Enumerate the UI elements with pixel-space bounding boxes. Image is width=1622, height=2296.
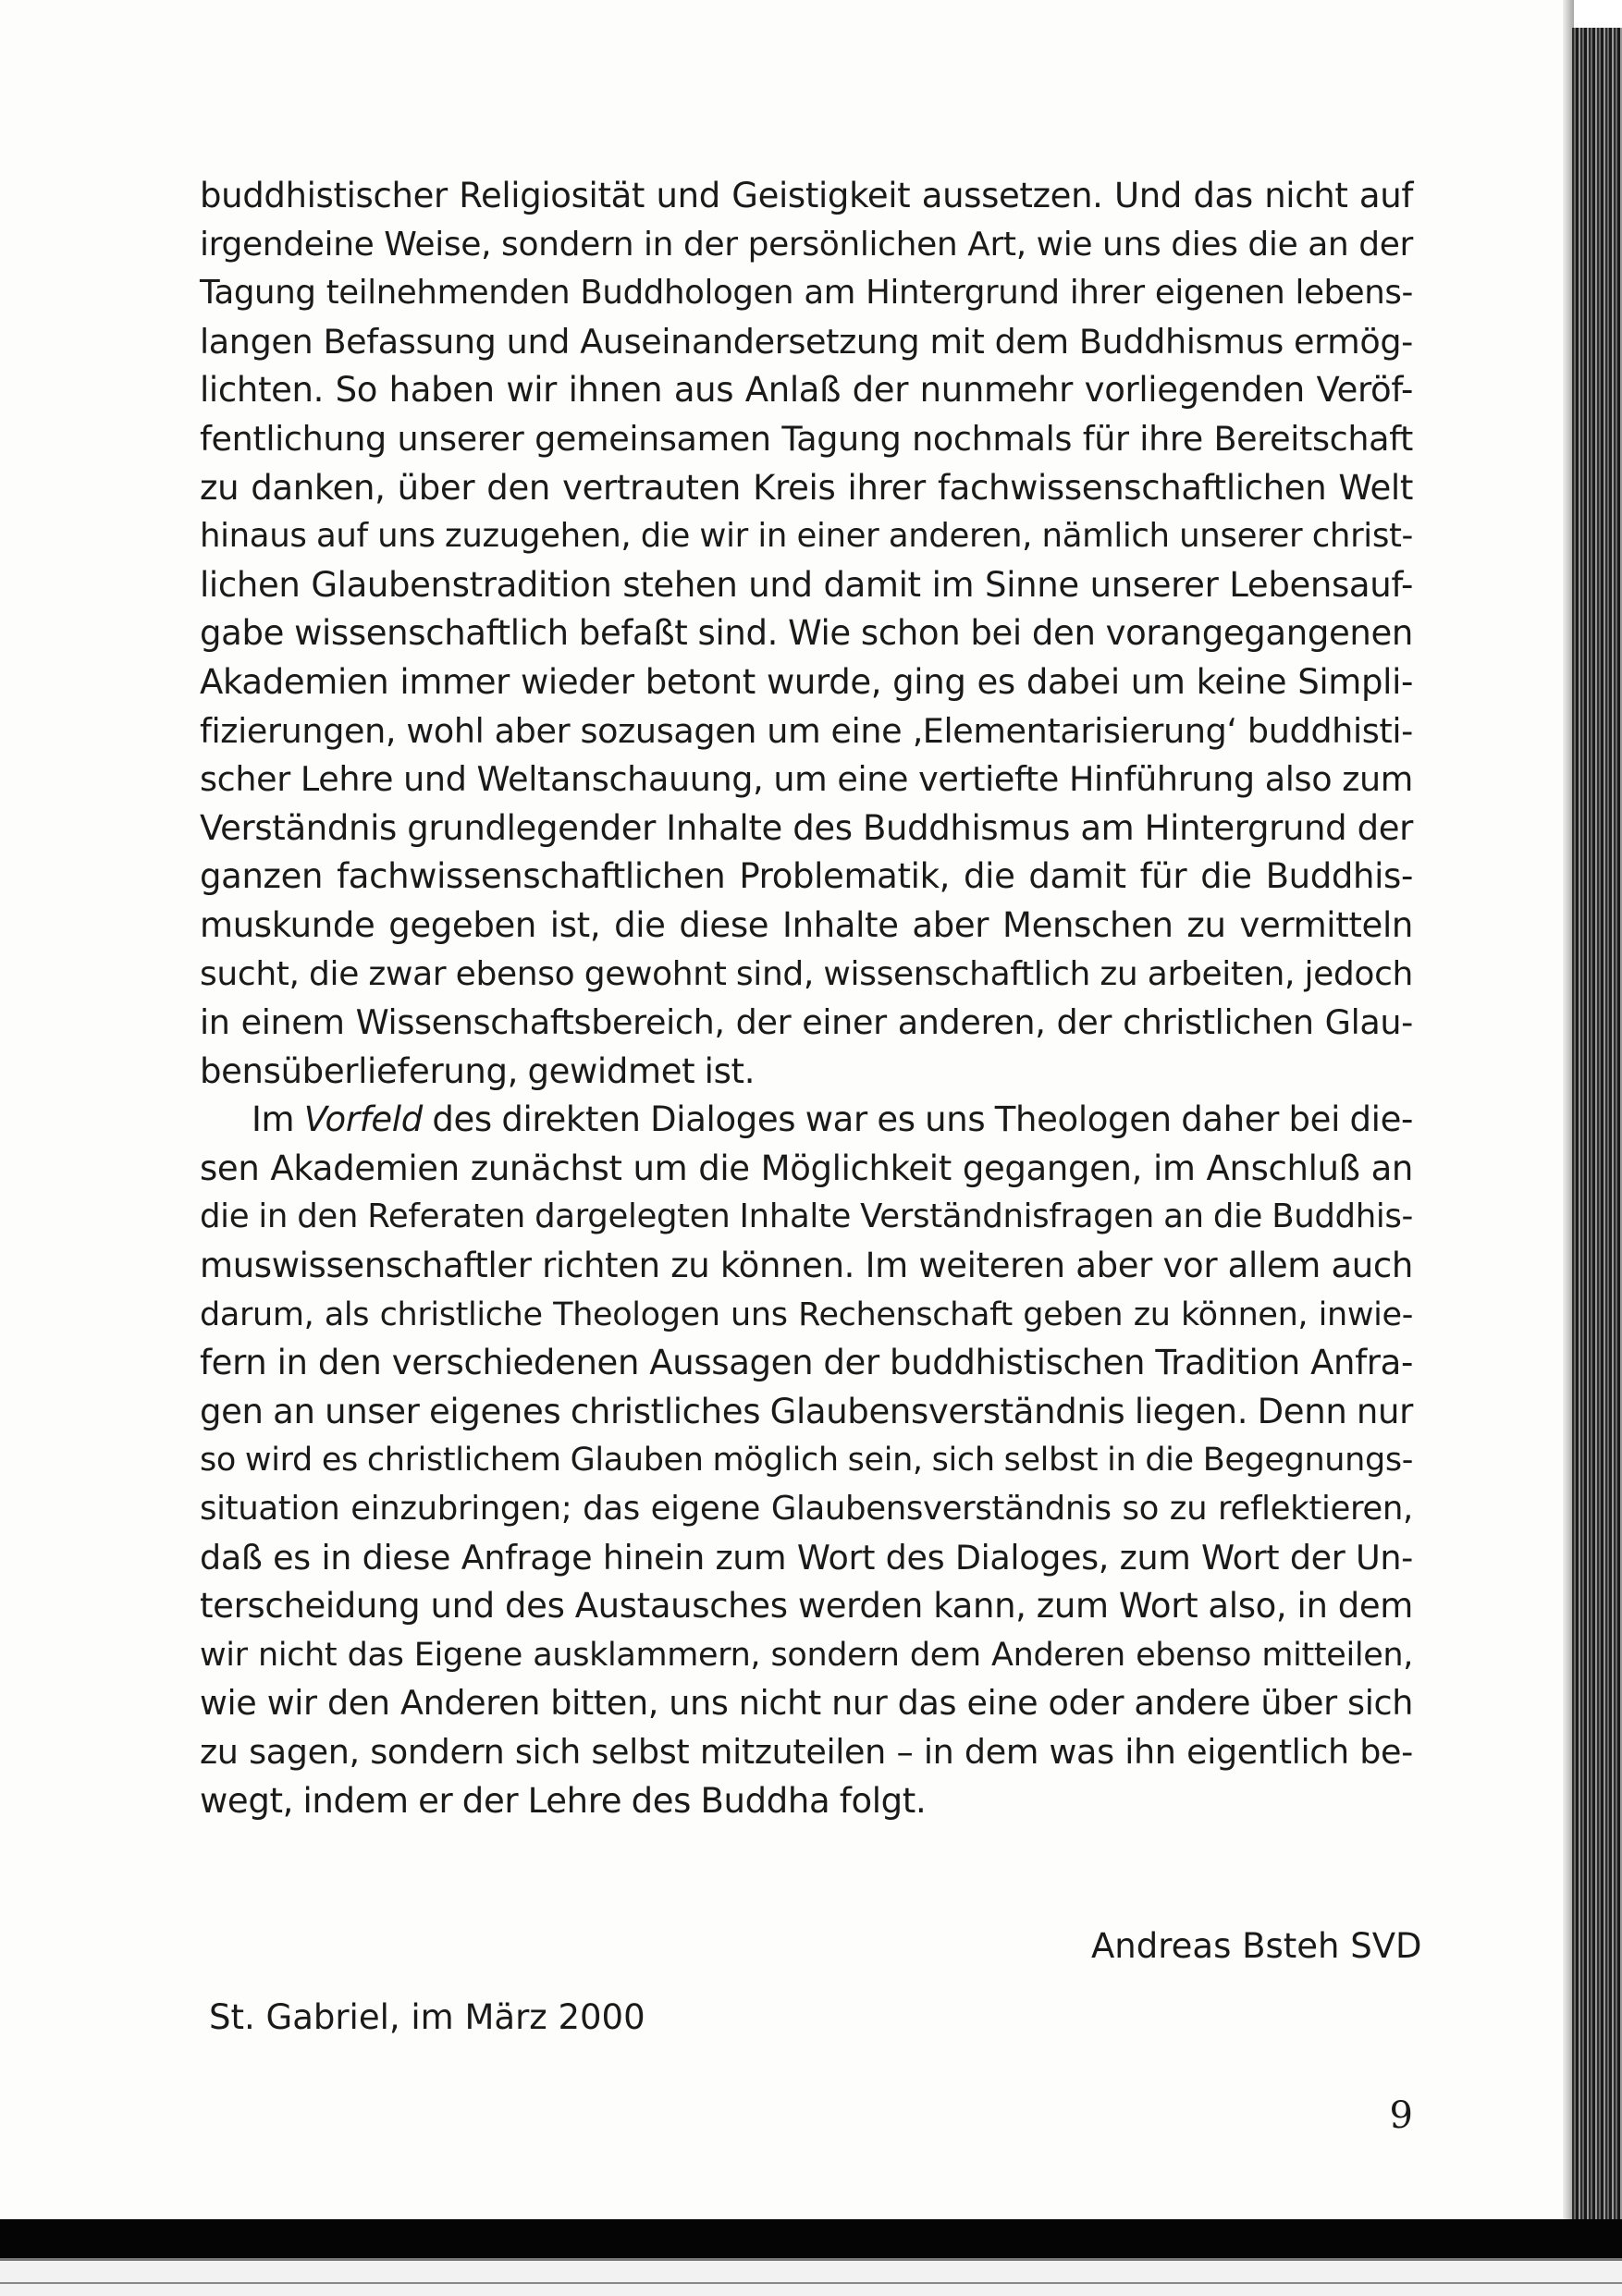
text-line: fentlichung unserer gemeinsamen Tagung nochmals für ihre Bereitschaft [200, 418, 1413, 459]
italic-term: Vorfeld [303, 1099, 423, 1140]
text-line: zu danken, über den vertrauten Kreis ihrer fachwissenschaftlichen Welt [200, 467, 1413, 508]
text-line: so wird es christlichem Glauben möglich sein, sich selbst in die Begegnungs- [200, 1442, 1413, 1480]
text-line: Verständnis grundlegender Inhalte des Buddhismus am Hintergrund der [200, 807, 1413, 848]
text-run: des direkten Dialoges war es uns Theologen daher bei die- [422, 1099, 1414, 1140]
text-line: buddhistischer Religiosität und Geistigkeit aussetzen. Und das nicht auf [200, 176, 1413, 215]
scanner-line [0, 2282, 1622, 2284]
scanner-bottom-bar [0, 2219, 1622, 2258]
text-line: sucht, die zwar ebenso gewohnt sind, wissenschaftlich zu arbeiten, jedoch [200, 954, 1413, 993]
text-line: irgendeine Weise, sondern in der persönlichen Art, wie uns dies die an der [200, 225, 1413, 264]
text-line: lichten. So haben wir ihnen aus Anlaß der nunmehr vorliegenden Veröf- [200, 370, 1413, 411]
text-line: fern in den verschiedenen Aussagen der buddhistischen Tradition Anfra- [200, 1343, 1413, 1383]
text-line: gabe wissenschaftlich befaßt sind. Wie schon bei den vorangegangenen [200, 613, 1413, 654]
body-text [200, 172, 1413, 1825]
text-line: wie wir den Anderen bitten, uns nicht nur das eine oder andere über sich [200, 1683, 1413, 1724]
text-line: sen Akademien zunächst um die Möglichkeit gegangen, im Anschluß an [200, 1148, 1413, 1188]
text-line: lichen Glaubenstradition stehen und damit im Sinne unserer Lebensauf- [200, 564, 1413, 605]
text-line: die in den Referaten dargelegten Inhalte Verständnisfragen an die Buddhis- [200, 1197, 1413, 1236]
text-line: muswissenschaftler richten zu können. Im weiteren aber vor allem auch [200, 1246, 1413, 1286]
text-line: bensüberlieferung, gewidmet ist. [200, 1050, 756, 1091]
text-line: Tagung teilnehmenden Buddhologen am Hintergrund ihrer eigenen lebens- [200, 274, 1413, 313]
text-line: terscheidung und des Austausches werden kann, zum Wort also, in dem [200, 1586, 1413, 1627]
text-line: langen Befassung und Auseinandersetzung mit dem Buddhismus ermög- [200, 321, 1413, 362]
text-line: hinaus auf uns zuzugehen, die wir in einer anderen, nämlich unserer christ- [200, 517, 1413, 556]
text-line: wir nicht das Eigene ausklammern, sondern dem Anderen ebenso mitteilen, [200, 1636, 1413, 1674]
text-line: darum, als christliche Theologen uns Rechenschaft geben zu können, inwie- [200, 1295, 1413, 1333]
place-date: St. Gabriel, im März 2000 [209, 1997, 645, 2037]
text-line: fizierungen, wohl aber sozusagen um eine ‚Elementarisierung‘ buddhisti- [200, 710, 1413, 751]
page-number: 9 [1389, 2094, 1413, 2137]
text-line: ganzen fachwissenschaftlichen Problematik, die damit für die Buddhis- [200, 856, 1413, 897]
paragraph-first-line [200, 1096, 1413, 1145]
text-line: zu sagen, sondern sich selbst mitzuteilen – in dem was ihn eigentlich be- [200, 1732, 1413, 1772]
text-line: daß es in diese Anfrage hinein zum Wort des Dialoges, zum Wort der Un- [200, 1537, 1413, 1578]
text-line: in einem Wissenschaftsbereich, der einer anderen, der christlichen Glau- [200, 1002, 1413, 1043]
text-run: Im [252, 1099, 304, 1140]
text-line: muskunde gegeben ist, die diese Inhalte aber Menschen zu vermitteln [200, 904, 1413, 945]
scanner-edge-artifact [1572, 28, 1622, 2219]
author-signature: Andreas Bsteh SVD [1091, 1926, 1422, 1966]
text-line: scher Lehre und Weltanschauung, um eine vertiefte Hinführung also zum [200, 759, 1413, 800]
text-line: wegt, indem er der Lehre des Buddha folgt. [200, 1780, 927, 1821]
scanner-bottom-strip [0, 2258, 1622, 2296]
text-line: gen an unser eigenes christliches Glaubensverständnis liegen. Denn nur [200, 1391, 1413, 1431]
text-line: Akademien immer wieder betont wurde, ging es dabei um keine Simpli- [200, 661, 1413, 702]
text-line: situation einzubringen; das eigene Glaubensverständnis so zu reflektieren, [200, 1490, 1413, 1529]
